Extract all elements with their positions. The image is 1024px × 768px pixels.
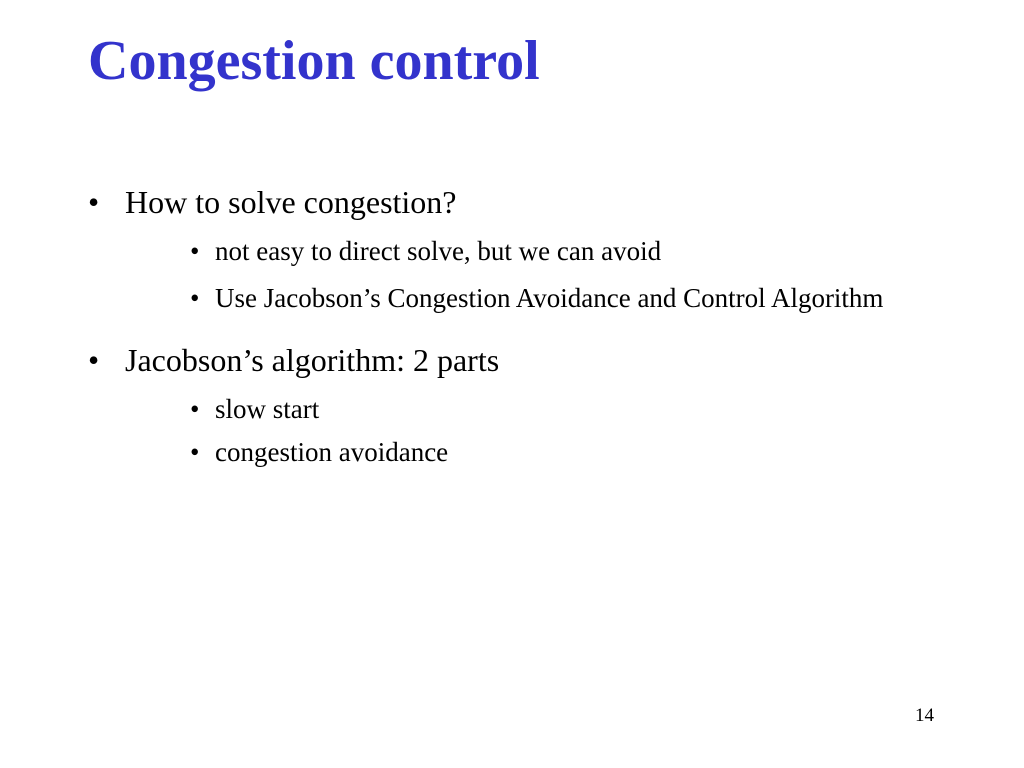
bullet-item <box>0 336 1024 384</box>
sub-bullet-text: congestion avoidance <box>215 437 449 467</box>
sub-bullet-text: Use Jacobson’s Congestion Avoidance and Control Algorithm <box>215 283 884 313</box>
bullet-icon: • <box>88 342 100 378</box>
sub-bullet-icon: • <box>190 437 200 467</box>
sub-bullet-item <box>0 232 1024 271</box>
bullet-item <box>0 178 1024 226</box>
sub-bullet-icon: • <box>190 394 200 424</box>
sub-bullet-text: not easy to direct solve, but we can avoid <box>215 236 662 266</box>
sub-bullet-item <box>0 433 1024 472</box>
slide-title: Congestion control <box>88 30 540 92</box>
sub-bullet-item <box>0 279 1024 318</box>
spacer <box>0 326 1024 336</box>
sub-bullet-icon: • <box>190 283 200 313</box>
sub-bullet-item <box>0 390 1024 429</box>
bullet-icon: • <box>88 184 100 220</box>
sub-bullet-text: slow start <box>215 394 320 424</box>
bullet-text: How to solve congestion? <box>125 184 457 220</box>
slide-content <box>0 178 1024 480</box>
bullet-text: Jacobson’s algorithm: 2 parts <box>125 342 500 378</box>
page-number: 14 <box>915 705 934 726</box>
sub-bullet-icon: • <box>190 236 200 266</box>
